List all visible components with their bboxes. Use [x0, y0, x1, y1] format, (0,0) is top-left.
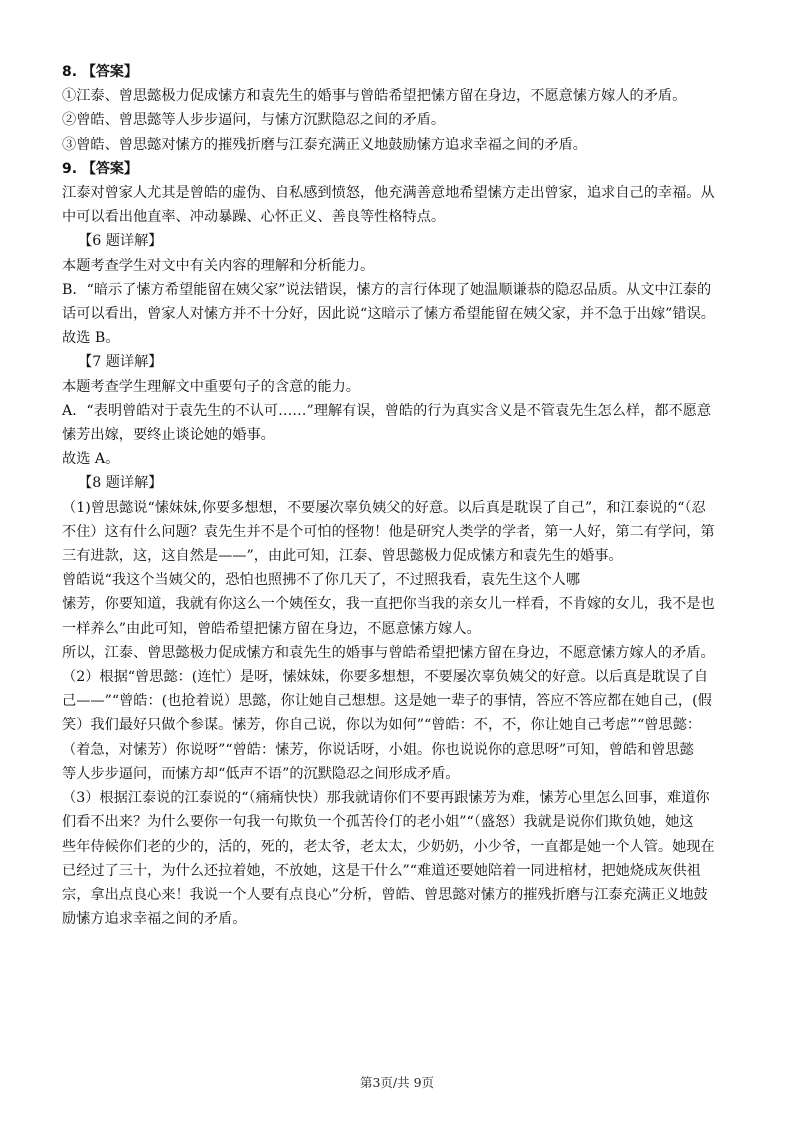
detail-8-line: 曾皓说“我这个当姨父的，恐怕也照拂不了你几天了，不过照我看，袁先生这个人哪	[62, 572, 581, 589]
detail-8-line: 不住）这有什么问题？袁先生并不是个可怕的怪物！他是研究人类学的学者，第一人好，第二有学问，第	[62, 523, 715, 540]
detail-8-line: 宗，拿出点良心来！我说一个人要有点良心”分析，曾皓、曾思懿对愫方的摧残折磨与江泰充满正义地鼓	[62, 886, 708, 903]
q8-answer-2: ②曾皓、曾思懿等人步步逼问，与愫方沉默隐忍之间的矛盾。	[62, 112, 446, 129]
detail-8-line: 一样养么”由此可知，曾皓希望把愫方留在身边，不愿意愫方嫁人。	[62, 620, 481, 637]
q9-heading: 9. 【答案】	[62, 160, 138, 177]
detail-7-line: 故选 A。	[62, 451, 120, 468]
detail-6-line: B．“暗示了愫方希望能留在姨父家”说法错误，愫方的言行体现了她温顺谦恭的隐忍品质。从文中江泰的	[62, 281, 712, 298]
document-page	[62, 60, 742, 931]
detail-8-line: 些年侍候你们老的少的，活的，死的，老太爷，老太太，少奶奶，小少爷，一直都是她一个人管。她现在	[62, 838, 715, 855]
detail-8-line: 笑）我们最好只做个参谋。愫芳，你自己说，你以为如何”“曾皓：不，不，你让她自己考虑”“曾思懿：	[62, 717, 702, 734]
detail-8-line: （2）根据“曾思懿：(连忙）是呀，愫妹妹，你要多想想，不要屡次辜负姨父的好意。以后真是耽误了自	[62, 669, 709, 686]
q8-answer-1: ①江泰、曾思懿极力促成愫方和袁先生的婚事与曾皓希望把愫方留在身边，不愿意愫方嫁人的矛盾。	[62, 88, 687, 105]
detail-8-line: （3）根据江泰说的江泰说的“（痛痛快快）那我就请你们不要再跟愫芳为难，愫芳心里怎么回事，难道你	[62, 790, 710, 807]
detail-7-heading: 【7 题详解】	[78, 354, 163, 371]
q9-line: 江泰对曾家人尤其是曾皓的虚伪、自私感到愤怒，他充满善意地希望愫方走出曾家，追求自己的幸福。从	[62, 185, 715, 202]
detail-8-line: 们看不出来？为什么要你一句我一句欺负一个孤苦伶仃的老小姐”“（盛怒）我就是说你们欺负她，她这	[62, 814, 694, 831]
detail-8-line: 所以，江泰、曾思懿极力促成愫方和袁先生的婚事与曾皓希望把愫方留在身边，不愿意愫方嫁人的矛盾。	[62, 644, 715, 661]
detail-8-line: 愫芳，你要知道，我就有你这么一个姨侄女，我一直把你当我的亲女儿一样看，不肯嫁的女儿，我不是也	[62, 596, 715, 613]
detail-8-line: 己——”“曾皓：(也抢着说）思懿，你让她自己想想。这是她一辈子的事情，答应不答应都在她自己，(假	[62, 693, 712, 710]
q9-line: 中可以看出他直率、冲动暴躁、心怀正义、善良等性格特点。	[62, 209, 446, 226]
detail-7-line: 愫芳出嫁，要终止谈论她的婚事。	[62, 427, 275, 444]
detail-8-line: 等人步步逼问，而愫方却“低声不语”的沉默隐忍之间形成矛盾。	[62, 765, 460, 782]
detail-8-heading: 【8 题详解】	[78, 475, 163, 492]
detail-8-line: 三有进款，这，这自然是——”，由此可知，江泰、曾思懿极力促成愫方和袁先生的婚事。	[62, 548, 623, 565]
q8-heading: 8. 【答案】	[62, 64, 138, 80]
detail-6-line: 本题考查学生对文中有关内容的理解和分析能力。	[62, 257, 375, 274]
detail-8-line: （着急，对愫芳）你说呀”“曾皓：愫芳，你说话呀，小姐。你也说说你的意思呀”可知，曾皓和曾思懿	[62, 741, 694, 758]
detail-7-line: 本题考查学生理解文中重要句子的含意的能力。	[62, 378, 360, 395]
q8-answer-3: ③曾皓、曾思懿对愫方的摧残折磨与江泰充满正义地鼓励愫方追求幸福之间的矛盾。	[62, 136, 587, 153]
detail-8-line: （1)曾思懿说“愫妹妹,你要多想想，不要屡次辜负姨父的好意。以后真是耽误了自己”，和江泰说的“（忍	[62, 499, 706, 516]
detail-7-line: A．“表明曾皓对于袁先生的不认可……”理解有误，曾皓的行为真实含义是不管袁先生怎么样，都不愿意	[62, 402, 712, 419]
detail-6-heading: 【6 题详解】	[78, 233, 163, 250]
detail-8-line: 励愫方追求幸福之间的矛盾。	[62, 911, 247, 928]
page-number-footer: 第3页/共 9页	[359, 1075, 435, 1090]
detail-8-line: 已经过了三十，为什么还拉着她，不放她，这是干什么”“难道还要她陪着一同进棺材，把她烧成灰供祖	[62, 862, 701, 879]
detail-6-line: 话可以看出，曾家人对愫方并不十分好，因此说“这暗示了愫方希望能留在姨父家，并不急于出嫁”错误。	[62, 306, 715, 323]
detail-6-line: 故选 B。	[62, 330, 120, 347]
